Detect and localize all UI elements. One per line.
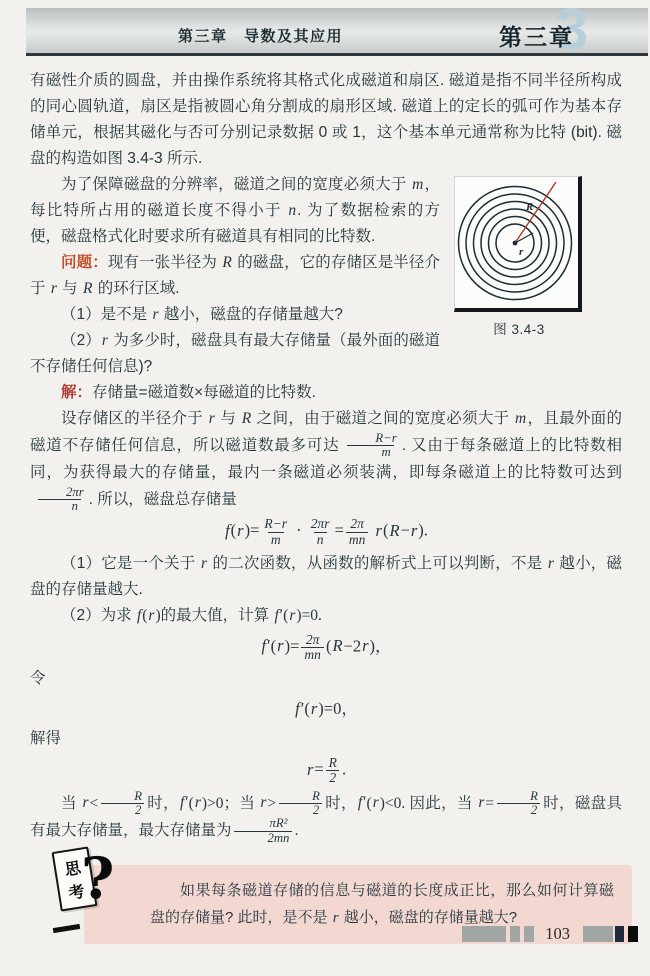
fraction-denominator: m — [347, 445, 393, 459]
text-run: = — [485, 794, 495, 812]
paragraph — [30, 551, 622, 603]
text-run: 与 — [215, 410, 241, 427]
paragraph — [30, 756, 622, 785]
fraction — [341, 432, 399, 460]
footer-bar — [583, 926, 613, 942]
text-run: . — [294, 822, 299, 840]
text-run: ( — [283, 606, 289, 624]
text-run: f′ — [274, 606, 283, 624]
disk-rings-svg — [455, 177, 578, 308]
text-run: ) — [155, 606, 161, 624]
text-run: 时， — [324, 794, 357, 812]
text-run: （1）是不是 — [61, 306, 152, 323]
fraction — [326, 756, 340, 785]
fraction-denominator: m — [268, 532, 284, 547]
text-run: r — [306, 759, 314, 779]
paragraph — [30, 696, 622, 722]
text-run: > — [267, 794, 277, 812]
text-run: r — [152, 306, 159, 323]
fraction-numerator: 2π — [305, 631, 320, 647]
text-run: r — [375, 520, 382, 540]
text-run: r — [289, 606, 296, 624]
text-run: −2 — [343, 636, 362, 656]
text-run: 的二次函数，从函数的解析式上可以判断，不是 — [208, 554, 547, 572]
header-band — [26, 0, 648, 62]
text-run: 时，磁盘具有最大存储量，最大存储量为 — [30, 794, 622, 840]
text-run: r — [194, 794, 201, 812]
paragraph — [30, 406, 622, 513]
text-run: r — [200, 554, 208, 572]
text-run: − — [400, 520, 410, 540]
text-run: r — [332, 909, 339, 926]
text-run: r — [277, 636, 284, 656]
text-run: m — [515, 410, 527, 427]
text-run: 之间，由于磁道之间的宽度必须大于 — [252, 410, 515, 427]
disk-center-dot — [513, 241, 518, 246]
text-run: )=0， — [318, 699, 358, 719]
text-run: ( — [230, 520, 237, 540]
text-run: . 为了数据检索的方便，磁盘格式化时要求所有磁道具有相同的比特数. — [30, 202, 440, 245]
text-run: r — [82, 794, 89, 812]
text-run: 为了保障磁盘的分辨率，磁道之间的宽度必须大于 — [61, 176, 412, 193]
text-run: < — [89, 794, 99, 812]
text-run: r — [148, 606, 155, 624]
text-run: )， — [369, 636, 392, 656]
paragraph — [30, 517, 622, 546]
disk-diagram — [454, 176, 582, 312]
text-run: f′ — [261, 636, 270, 656]
think-char-bottom: 考 — [67, 883, 86, 903]
text-run: · — [292, 520, 306, 540]
text-run: R — [82, 280, 93, 297]
paragraph — [30, 380, 622, 406]
text-run: 越小，磁盘的存储量越大? — [159, 306, 343, 323]
text-run: . — [341, 759, 347, 779]
text-run: r — [547, 554, 554, 572]
page-number: 103 — [545, 924, 570, 943]
fraction — [261, 517, 290, 546]
page-header — [0, 0, 650, 62]
fraction-numerator: πR² — [269, 816, 288, 831]
text-run: r — [372, 794, 379, 812]
text-run: （1）它是一个关于 — [61, 554, 200, 572]
fraction-denominator: 2mn — [234, 831, 293, 845]
text-run: 越小，磁盘的存储量越大? — [339, 908, 518, 926]
text-run: 当 — [61, 794, 82, 812]
text-run: 的磁盘，它的存储区是半径介于 — [30, 254, 440, 297]
fraction-denominator: 2 — [101, 803, 144, 817]
fraction-denominator: 2 — [497, 803, 540, 817]
text-run: 问题： — [61, 254, 108, 271]
fraction-denominator: 2 — [279, 803, 322, 817]
outer-radius-label: R — [526, 201, 534, 213]
fraction — [278, 790, 323, 818]
text-run — [370, 521, 374, 540]
text-run: ( — [304, 699, 310, 719]
text-run: . 又由于每条磁道上的比特数相同，为获得最大的存储量，最内一条磁道必须装满，即每条磁道上的比特数可达到 — [30, 436, 622, 481]
text-run: r — [237, 520, 244, 540]
chapter-badge: 第三章 — [499, 24, 574, 50]
text-run: R — [222, 254, 232, 271]
fraction — [308, 517, 333, 546]
text-run: 因此，当 — [409, 794, 478, 812]
think-icon — [56, 844, 144, 943]
fraction-numerator: R — [134, 788, 142, 803]
text-run: r — [410, 520, 418, 540]
text-run: )<0. — [379, 794, 410, 812]
text-run: r — [208, 410, 215, 427]
text-run: . 所以，磁盘总存储量 — [88, 490, 237, 508]
question-mark-icon: ? — [81, 844, 115, 912]
page-content — [30, 68, 622, 845]
inner-radius-label: r — [519, 246, 524, 258]
text-run: r — [478, 794, 485, 812]
fraction-numerator: 2πr — [310, 516, 330, 532]
text-run: f′ — [179, 794, 188, 812]
text-run: r — [50, 280, 57, 297]
text-run: f — [136, 606, 142, 624]
text-run: 越小，磁盘的存储量越大. — [30, 554, 622, 598]
fraction-numerator: 2πr — [66, 484, 84, 499]
text-run: = — [314, 759, 324, 779]
fraction-numerator: R — [530, 788, 538, 803]
text-run: f′ — [295, 699, 304, 719]
text-run: r — [101, 332, 108, 349]
page-footer — [462, 924, 638, 944]
text-run: 的环行区域. — [93, 280, 180, 297]
text-run: 的最大值，计算 — [160, 606, 274, 624]
text-run: 令 — [30, 670, 46, 688]
footer-square-black — [628, 926, 638, 942]
text-run: （2） — [61, 332, 101, 349]
fraction-numerator: R−r — [375, 431, 397, 445]
fraction-denominator: n — [314, 532, 327, 547]
text-run: )= — [284, 636, 300, 656]
think-char-top: 思 — [63, 859, 83, 879]
fraction — [301, 633, 324, 662]
fraction-denominator: 2 — [326, 770, 339, 785]
text-run: ，每比特所占用的磁道长度不得小于 — [30, 176, 440, 219]
text-run: 解： — [61, 384, 93, 401]
footer-square-navy — [615, 926, 624, 942]
text-run: ( — [325, 636, 332, 656]
fraction — [32, 486, 87, 514]
text-run: 存储量=磁道数×每磁道的比特数. — [92, 384, 316, 401]
fraction — [346, 517, 369, 546]
text-run: ( — [188, 794, 194, 812]
text-run: r — [310, 699, 318, 719]
chapter-big-digit: 3 — [555, 0, 588, 62]
paragraph — [30, 726, 622, 752]
text-run: f′ — [357, 794, 366, 812]
figure-caption: 图 3.4-3 — [493, 322, 545, 337]
think-icon-underline — [53, 924, 80, 933]
text-run: ，且最外面的磁道不存储任何信息，所以磁道数最多可达 — [30, 410, 622, 454]
fraction-numerator: R−r — [264, 516, 288, 532]
paragraph — [30, 603, 622, 629]
footer-square — [510, 926, 520, 942]
text-run: 解得 — [30, 730, 62, 748]
text-run: 有磁性介质的圆盘，并由操作系统将其格式化成磁道和扇区. 磁道是指不同半径所构成的同心圆轨道，扇区是指被圆心角分割成的扇形区域. 磁道上的定长的弧可作为基本存储单元，根据其磁化与否可分别记录数据 0 或 1，这个基本单元通常称为比特 (bit). 磁盘的构造如图 3.4-3 所示. — [30, 72, 622, 167]
fraction-denominator: n — [38, 499, 81, 513]
text-run: R — [241, 410, 252, 427]
text-run: = — [334, 520, 344, 540]
footer-bar — [462, 926, 506, 942]
text-run: 与 — [57, 280, 82, 297]
text-run: ( — [382, 520, 389, 540]
chapter-title: 第三章 导数及其应用 — [178, 28, 344, 45]
text-run: 现有一张半径为 — [107, 254, 222, 271]
figure-disk — [454, 176, 584, 338]
text-run: )=0. — [296, 606, 322, 624]
text-run: ( — [142, 606, 148, 624]
text-run: 时， — [147, 794, 179, 812]
text-run: )= — [244, 520, 260, 540]
paragraph — [30, 68, 622, 172]
fraction-numerator: 2π — [350, 516, 364, 532]
text-run: R — [389, 520, 400, 540]
text-run: m — [412, 176, 424, 193]
fraction — [234, 817, 293, 845]
text-run: ( — [270, 636, 277, 656]
text-run: n — [288, 202, 297, 219]
fraction-denominator: mn — [346, 532, 369, 547]
fraction — [100, 790, 145, 818]
paragraph — [30, 790, 622, 845]
text-run: f — [225, 520, 230, 540]
text-run: r — [362, 636, 369, 656]
fraction-denominator: mn — [301, 647, 324, 662]
text-run: )>0；当 — [201, 794, 260, 812]
paragraph — [30, 633, 622, 662]
intro-paragraphs — [30, 68, 622, 172]
footer-square — [524, 926, 534, 942]
text-run: 为多少时，磁盘具有最大存储量（最外面的磁道不存储任何信息)? — [30, 332, 440, 375]
text-run: 设存储区的半径介于 — [61, 410, 208, 427]
paragraph — [30, 666, 622, 692]
text-run: ). — [418, 520, 428, 540]
fraction — [496, 790, 541, 818]
text-run: 如果每条磁道存储的信息与磁道的长度成正比，那么如何计算磁盘的存储量? 此时，是不是 — [150, 881, 614, 926]
text-run: R — [332, 636, 343, 656]
text-run: r — [260, 794, 267, 812]
fraction-numerator: R — [312, 788, 320, 803]
fraction-numerator: R — [328, 755, 337, 771]
text-run: ( — [366, 794, 372, 812]
text-run: （2）为求 — [61, 606, 136, 624]
